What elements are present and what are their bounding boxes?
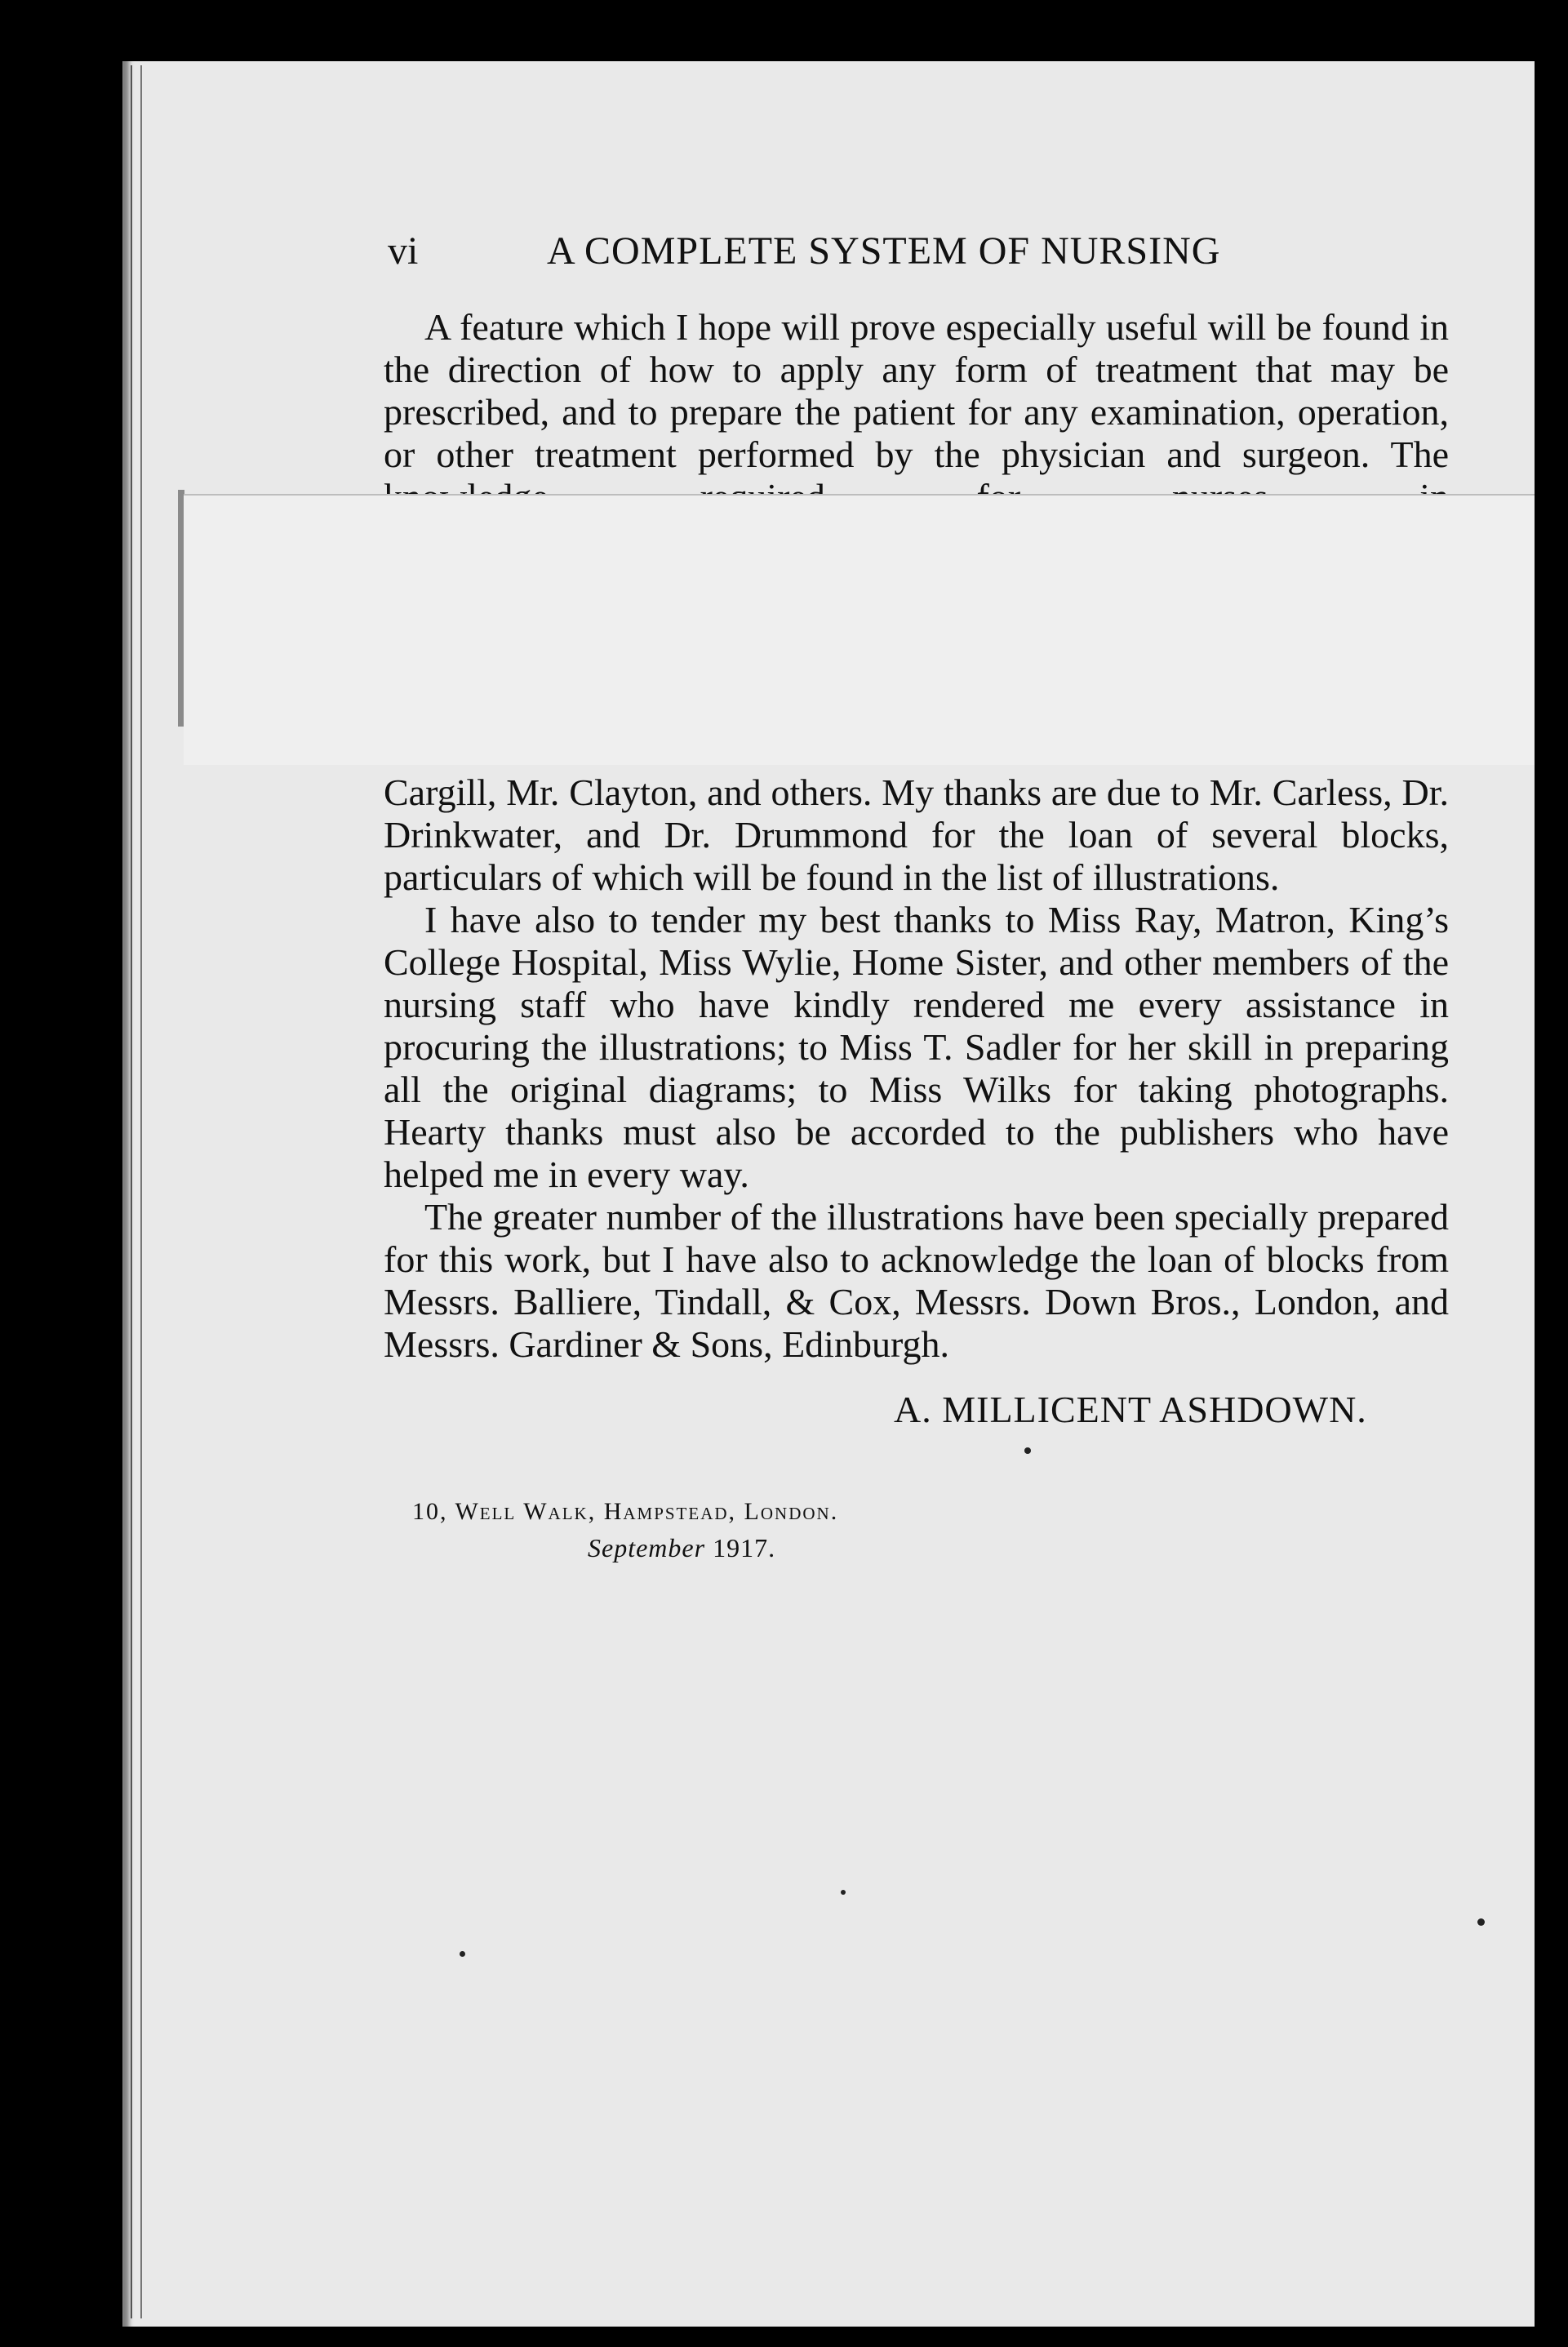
paragraph: The greater number of the illustrations have been specially prepared for this work, but I have also to acknowledge the loan of blocks from Messrs. Balliere, Tindall, & Cox, Messrs. Down Bros., London, and Messrs. Gardiner & Sons, Edinburgh. bbox=[384, 1196, 1449, 1365]
paragraph: A feature which I hope will prove especially useful will be found in the direction of how to apply any form of treatment that may be prescribed, and to prepare the patient for any examination, operation, or other treatment performed by the physician and surgeon. The bbox=[384, 306, 1449, 475]
inserted-sheet bbox=[184, 494, 1535, 765]
paragraph-top bbox=[384, 306, 1449, 490]
ink-speck bbox=[841, 1890, 846, 1895]
ink-speck bbox=[1477, 1918, 1485, 1926]
paragraph: Cargill, Mr. Clayton, and others. My thanks are due to Mr. Carless, Dr. Drinkwater, and Dr. Drummond for the loan of several blocks, particulars of which will be found in the list of illustrations. bbox=[384, 771, 1449, 898]
date-year: 1917. bbox=[713, 1533, 776, 1562]
preface-date bbox=[588, 1533, 775, 1563]
date-month: September bbox=[588, 1533, 706, 1562]
address-text: 10, Well Walk, Hampstead, London. bbox=[412, 1498, 839, 1525]
ink-speck bbox=[460, 1951, 465, 1957]
running-title: A COMPLETE SYSTEM OF NURSING bbox=[547, 229, 1221, 273]
ink-speck bbox=[1024, 1447, 1031, 1454]
spine-line bbox=[131, 65, 132, 2318]
paragraph-block-bottom bbox=[384, 771, 1449, 1400]
page-number: vi bbox=[388, 229, 419, 273]
author-address bbox=[412, 1498, 838, 1526]
author-signature: A. MILLICENT ASHDOWN. bbox=[894, 1389, 1367, 1430]
paragraph: I have also to tender my best thanks to Miss Ray, Matron, King’s College Hospital, Miss Wylie, Home Sister, and other members of the nursing staff who have kindly rendered me every assistance in procuring the illustrations; to Miss T. Sadler for her skill in preparing all the original diagrams; to Miss Wilks for taking photographs. Hearty thanks must also be accorded to the publishers who have helped me in every way. bbox=[384, 899, 1449, 1195]
spine-line bbox=[140, 65, 142, 2318]
running-header bbox=[388, 229, 1302, 278]
